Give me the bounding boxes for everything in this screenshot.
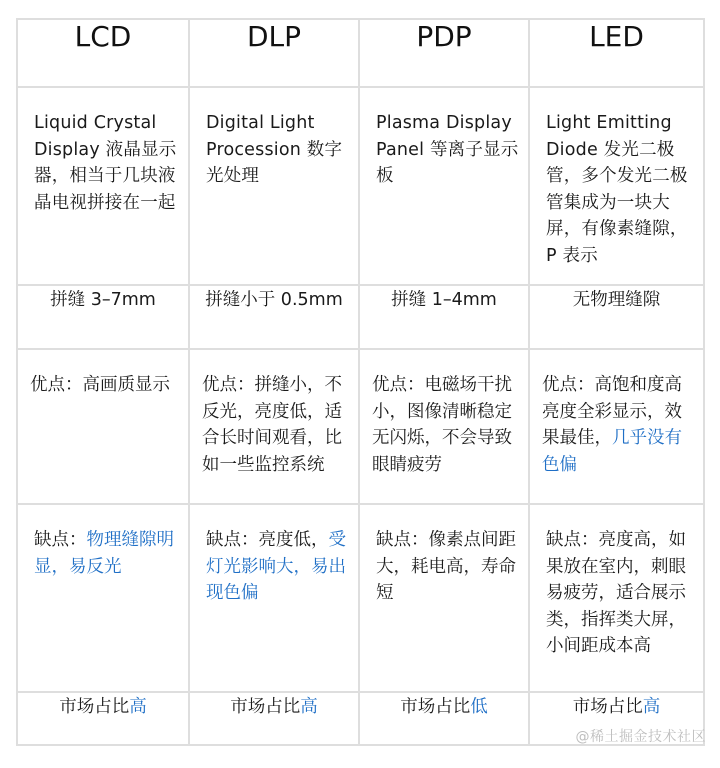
comparison-table <box>16 18 705 746</box>
definition-row <box>17 87 704 285</box>
cons-row <box>17 504 704 692</box>
seam-led: 无物理缝隙 <box>529 285 704 349</box>
market-dlp: 市场占比高 <box>189 692 359 745</box>
seam-row <box>17 285 704 349</box>
pros-pdp: 优点：电磁场干扰小，图像清晰稳定无闪烁，不会导致眼睛疲劳 <box>372 375 512 475</box>
market-lcd: 市场占比高 <box>17 692 189 745</box>
header-row <box>17 19 704 87</box>
header-pdp: PDP <box>359 19 529 87</box>
definition-lcd: Liquid Crystal Display 液晶显示器，相当于几块液晶电视拼接在一起 <box>34 113 177 213</box>
watermark: @稀土掘金技术社区 <box>575 729 706 745</box>
pros-dlp: 优点：拼缝小，不反光，亮度低，适合长时间观看，比如一些监控系统 <box>202 375 342 475</box>
pros-led: 优点：高饱和度高亮度全彩显示，效果最佳，几乎没有色偏 <box>542 375 682 475</box>
header-led: LED <box>529 19 704 87</box>
pros-lcd: 优点：高画质显示 <box>30 375 170 395</box>
cons-dlp: 缺点：亮度低，受灯光影响大，易出现色偏 <box>206 530 346 603</box>
seam-pdp: 拼缝 1–4mm <box>359 285 529 349</box>
definition-led: Light Emitting Diode 发光二极管，多个发光二极管集成为一块大屏，有像素缝隙，P 表示 <box>546 113 688 266</box>
seam-lcd: 拼缝 3–7mm <box>17 285 189 349</box>
pros-row <box>17 349 704 504</box>
definition-dlp: Digital Light Procession 数字光处理 <box>206 113 343 186</box>
market-led: 市场占比高 <box>529 692 704 745</box>
market-pdp: 市场占比低 <box>359 692 529 745</box>
definition-pdp: Plasma Display Panel 等离子显示板 <box>376 113 519 186</box>
cons-pdp: 缺点：像素点间距大，耗电高，寿命短 <box>376 530 516 603</box>
header-lcd: LCD <box>17 19 189 87</box>
seam-dlp: 拼缝小于 0.5mm <box>189 285 359 349</box>
cons-led: 缺点：亮度高，如果放在室内，刺眼易疲劳，适合展示类，指挥类大屏，小间距成本高 <box>546 530 686 656</box>
cons-lcd: 缺点：物理缝隙明显，易反光 <box>34 530 174 577</box>
header-dlp: DLP <box>189 19 359 87</box>
